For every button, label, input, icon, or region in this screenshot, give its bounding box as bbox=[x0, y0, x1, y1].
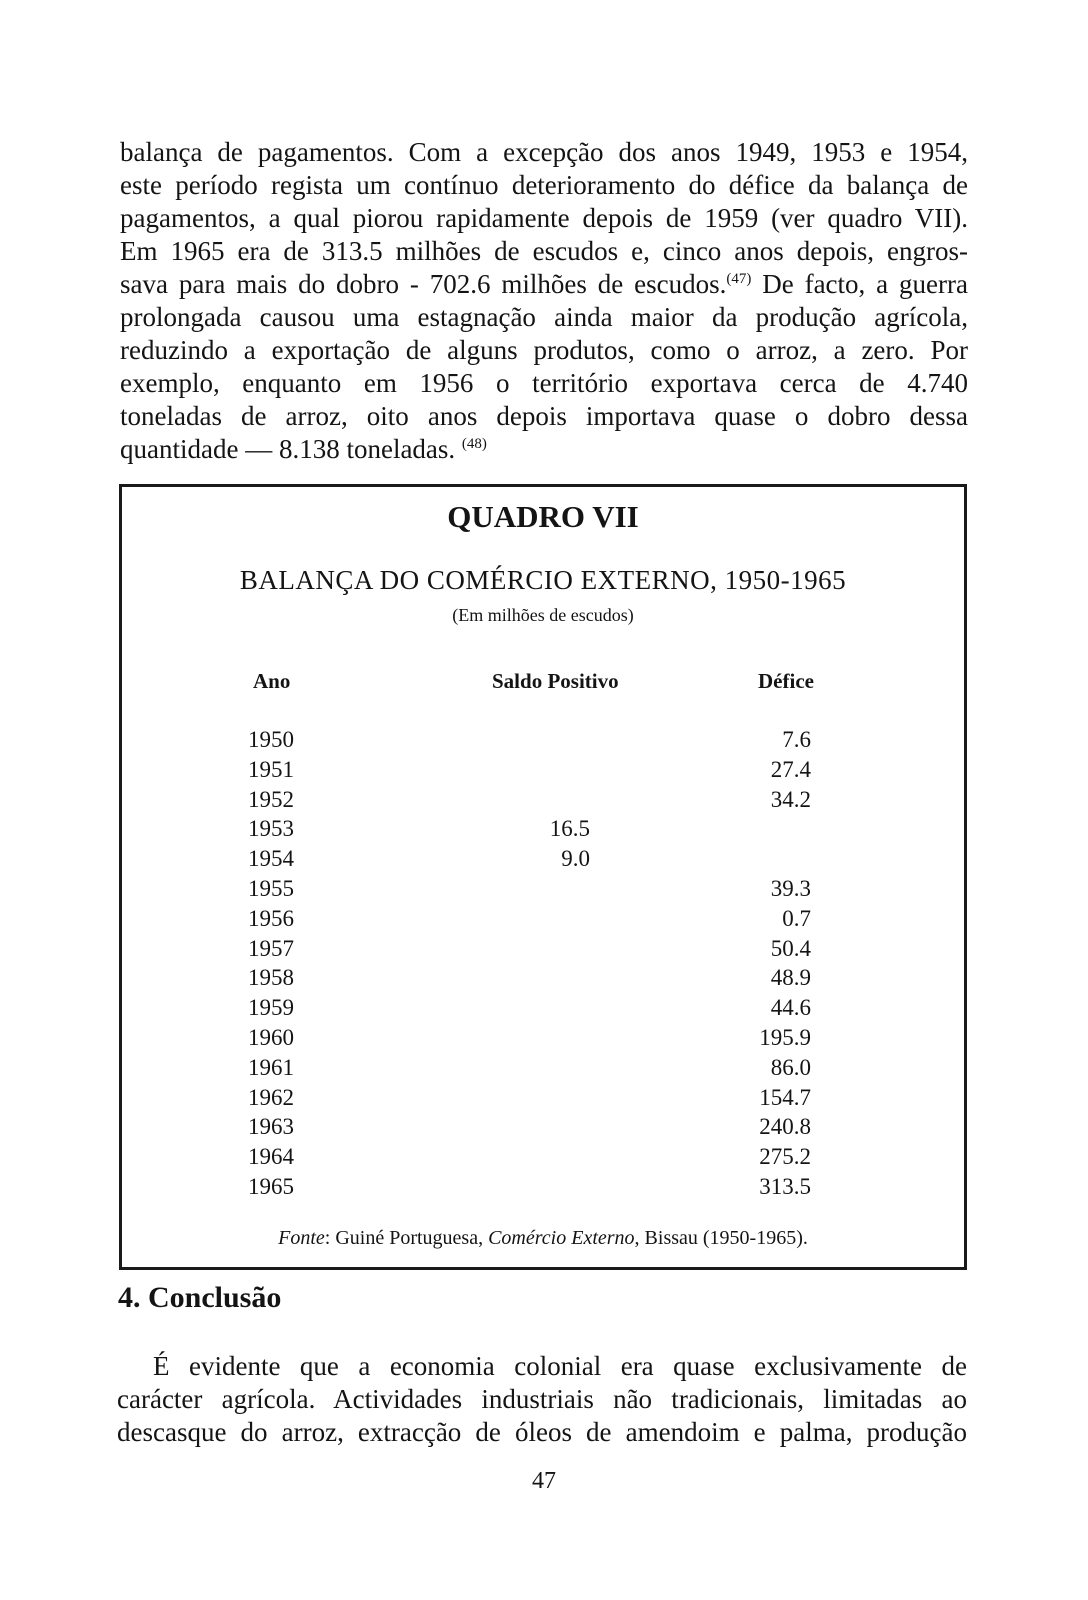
defice-cell: 27.4 bbox=[770, 756, 811, 782]
footnote-ref-48: (48) bbox=[461, 436, 487, 452]
defice-cell: 48.9 bbox=[770, 965, 811, 991]
section-heading: 4. Conclusão bbox=[118, 1281, 282, 1314]
intro-line: reduzindo a exportação de alguns produtos, como o arroz, a zero. Por bbox=[120, 335, 968, 365]
table-units: (Em milhões de escudos) bbox=[452, 605, 634, 625]
defice-cell: 86.0 bbox=[770, 1054, 811, 1080]
defice-cell: 39.3 bbox=[770, 875, 811, 901]
year-cell: 1955 bbox=[248, 875, 294, 901]
year-cell: 1956 bbox=[248, 905, 294, 931]
year-cell: 1954 bbox=[248, 846, 294, 872]
table-row bbox=[122, 1025, 964, 1055]
defice-cell: 50.4 bbox=[770, 935, 811, 961]
trade-balance-table bbox=[119, 484, 967, 1270]
year-cell: 1960 bbox=[248, 1024, 294, 1050]
defice-cell: 313.5 bbox=[759, 1173, 811, 1199]
table-row bbox=[122, 995, 964, 1025]
intro-line bbox=[120, 433, 968, 466]
source-label: Fonte bbox=[278, 1227, 325, 1249]
table-row bbox=[122, 906, 964, 936]
year-cell: 1964 bbox=[248, 1144, 294, 1170]
year-cell: 1958 bbox=[248, 965, 294, 991]
year-cell: 1965 bbox=[248, 1173, 294, 1199]
table-row bbox=[122, 816, 964, 846]
source-text: , Bissau (1950-1965). bbox=[634, 1227, 808, 1249]
table-row bbox=[122, 757, 964, 787]
table-row bbox=[122, 1114, 964, 1144]
table-title: QUADRO VII bbox=[447, 499, 639, 534]
year-cell: 1952 bbox=[248, 786, 294, 812]
conclusion-line: carácter agrícola. Actividades industriais não tradicionais, limitadas ao bbox=[117, 1384, 967, 1414]
year-cell: 1957 bbox=[248, 935, 294, 961]
source-text: : Guiné Portuguesa, bbox=[324, 1227, 489, 1249]
intro-line: balança de pagamentos. Com a excepção dos anos 1949, 1953 e 1954, bbox=[120, 137, 968, 167]
intro-line-text: De facto, a guerra bbox=[762, 269, 968, 299]
table-row bbox=[122, 727, 964, 757]
source-work: Comércio Externo bbox=[488, 1227, 635, 1249]
year-cell: 1959 bbox=[248, 995, 294, 1021]
defice-cell: 154.7 bbox=[759, 1084, 811, 1110]
table-body bbox=[122, 727, 964, 1204]
page-number: 47 bbox=[532, 1468, 556, 1494]
year-cell: 1963 bbox=[248, 1114, 294, 1140]
saldo-cell: 9.0 bbox=[561, 846, 590, 872]
footnote-ref-47: (47) bbox=[726, 271, 752, 287]
column-header-saldo: Saldo Positivo bbox=[492, 669, 619, 693]
intro-line bbox=[120, 268, 968, 301]
defice-cell: 34.2 bbox=[770, 786, 811, 812]
intro-paragraph bbox=[120, 136, 968, 466]
intro-line-text: sava para mais do dobro - 702.6 milhões de escudos. bbox=[120, 269, 727, 299]
table-row bbox=[122, 1085, 964, 1115]
intro-line: este período regista um contínuo deterioramento do défice da balança de bbox=[120, 170, 968, 200]
defice-cell: 195.9 bbox=[759, 1024, 811, 1050]
table-row bbox=[122, 936, 964, 966]
conclusion-line: É evidente que a economia colonial era quase exclusivamente de bbox=[153, 1351, 967, 1381]
table-subtitle: BALANÇA DO COMÉRCIO EXTERNO, 1950-1965 bbox=[239, 565, 847, 595]
year-cell: 1962 bbox=[248, 1084, 294, 1110]
intro-line: toneladas de arroz, oito anos depois importava quase o dobro dessa bbox=[120, 401, 968, 431]
table-source bbox=[122, 1227, 964, 1250]
table-row bbox=[122, 1055, 964, 1085]
year-cell: 1961 bbox=[248, 1054, 294, 1080]
table-row bbox=[122, 965, 964, 995]
defice-cell: 44.6 bbox=[770, 995, 811, 1021]
saldo-cell: 16.5 bbox=[549, 816, 590, 842]
table-row bbox=[122, 846, 964, 876]
year-cell: 1951 bbox=[248, 756, 294, 782]
conclusion-line: descasque do arroz, extracção de óleos de amendoim e palma, produção bbox=[117, 1417, 967, 1447]
defice-cell: 240.8 bbox=[759, 1114, 811, 1140]
column-header-defice: Défice bbox=[758, 669, 814, 693]
intro-line: exemplo, enquanto em 1956 o território exportava cerca de 4.740 bbox=[120, 368, 968, 398]
year-cell: 1950 bbox=[248, 727, 294, 752]
year-cell: 1953 bbox=[248, 816, 294, 842]
column-header-ano: Ano bbox=[253, 669, 291, 693]
defice-cell: 7.6 bbox=[782, 727, 811, 752]
table-row bbox=[122, 787, 964, 817]
intro-line: pagamentos, a qual piorou rapidamente depois de 1959 (ver quadro VII). bbox=[120, 203, 968, 233]
defice-cell: 275.2 bbox=[759, 1144, 811, 1170]
table-row bbox=[122, 1174, 964, 1204]
intro-line-text: quantidade — 8.138 toneladas. bbox=[120, 434, 456, 464]
table-row bbox=[122, 1144, 964, 1174]
conclusion-paragraph bbox=[117, 1350, 967, 1449]
defice-cell: 0.7 bbox=[782, 905, 811, 931]
intro-line: Em 1965 era de 313.5 milhões de escudos e, cinco anos depois, engros- bbox=[120, 236, 968, 266]
intro-line: prolongada causou uma estagnação ainda maior da produção agrícola, bbox=[120, 302, 968, 332]
table-row bbox=[122, 876, 964, 906]
